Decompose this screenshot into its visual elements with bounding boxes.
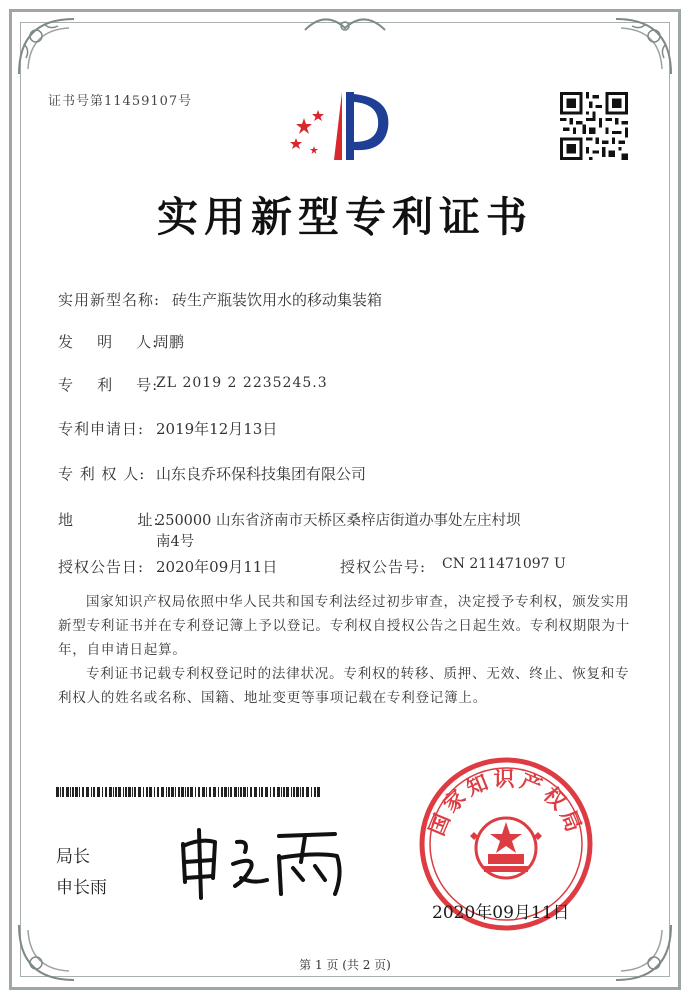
certificate-title: 实用新型专利证书: [157, 193, 533, 241]
declaration-paragraph-2: 专利证书记载专利权登记时的法律状况。专利权的转移、质押、无效、终止、恢复和专利权人的姓名或名称、国籍、地址变更等事项记载在专利登记簿上。: [58, 666, 630, 706]
patentee-label: 专 利 权 人:: [58, 465, 146, 483]
cnipa-logo-icon: [284, 88, 396, 170]
grant-announcement-number: CN 211471097 U: [442, 556, 566, 572]
utility-model-name: 砖生产瓶装饮用水的移动集装箱: [172, 291, 383, 309]
grant-announcement-date: 2020年09月11日: [156, 558, 278, 576]
certificate-number: 证书号第11459107号: [48, 94, 193, 109]
patentee: 山东良乔环保科技集团有限公司: [156, 465, 367, 483]
address-line-1: 250000 山东省济南市天桥区桑梓店街道办事处左庄村坝: [156, 513, 521, 529]
application-date: 2019年12月13日: [156, 420, 278, 438]
grant-announcement-date-label: 授权公告日:: [58, 558, 145, 576]
declaration-paragraph-1: 国家知识产权局依照中华人民共和国专利法经过初步审查，决定授予专利权，颁发实用新型专利证书并在专利登记簿上予以登记。专利权自授权公告之日起生效。专利权期限为十年，自申请日起算。: [58, 594, 630, 658]
inventor-label: 发 明 人:: [58, 333, 159, 351]
grant-announcement-number-label: 授权公告号:: [340, 558, 427, 576]
address-label: 地 址:: [58, 511, 160, 529]
utility-model-name-label: 实用新型名称:: [58, 291, 161, 309]
handwritten-signature: [175, 822, 350, 900]
ornament-top-center-icon: [300, 10, 390, 40]
ornament-bottom-right-icon: [606, 915, 676, 985]
seal-text: 国家知识产权局: [424, 767, 588, 839]
inventor: 周鹏: [154, 333, 185, 351]
page-number: 第 1 页 (共 2 页): [299, 958, 391, 972]
ornament-top-left-icon: [14, 14, 84, 84]
seal-date: 2020年09月11日: [432, 903, 570, 923]
director-title: 局长: [56, 847, 90, 867]
ornament-top-right-icon: [606, 14, 676, 84]
barcode-icon: [56, 787, 324, 797]
director-name: 申长雨: [56, 878, 107, 898]
patent-number-label: 专 利 号:: [58, 376, 159, 394]
patent-number: ZL 2019 2 2235245.3: [156, 375, 328, 391]
application-date-label: 专利申请日:: [58, 420, 145, 438]
ornament-bottom-left-icon: [14, 915, 84, 985]
qr-code-icon: [560, 92, 628, 160]
address-line-2: 南4号: [156, 534, 195, 550]
